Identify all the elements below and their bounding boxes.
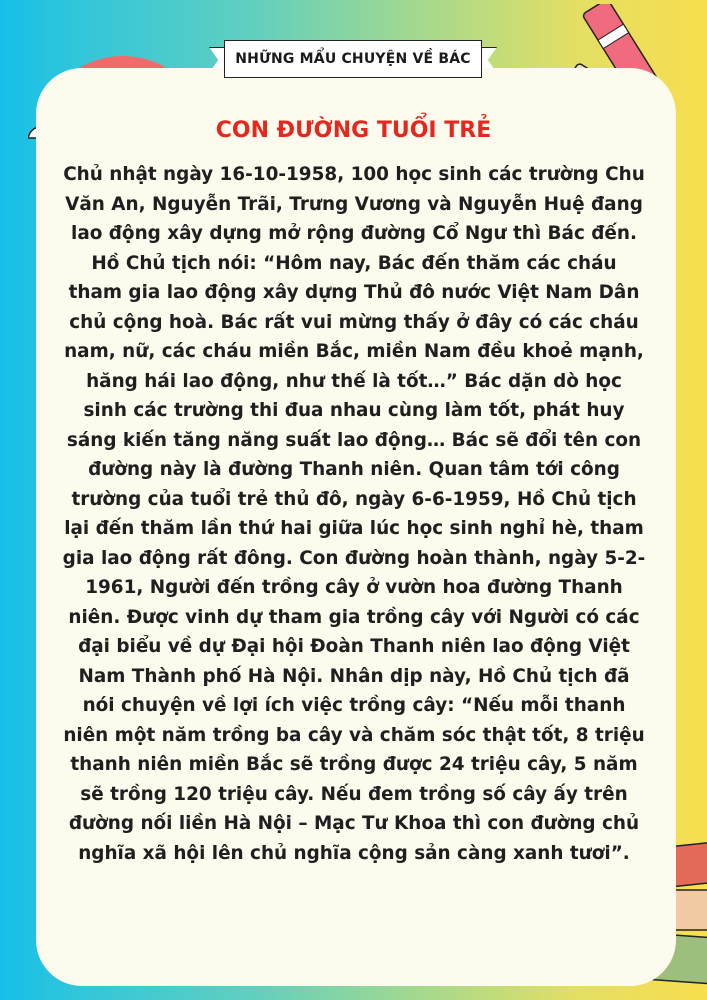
article-title: CON ĐƯỜNG TUỔI TRẺ (215, 118, 492, 143)
article-body: Chủ nhật ngày 16-10-1958, 100 học sinh các trường Chu Văn An, Nguyễn Trãi, Trưng Vương và Nguyễn Huệ đang lao động xây dựng mở rộng đường Cổ Ngư thì Bác đến. Hồ Chủ tịch nói: “Hôm nay, Bác đến thăm các cháu tham gia lao động xây dựng Thủ đô nước Việt Nam Dân chủ cộng hoà. Bác rất vui mừng thấy ở đây có các cháu nam, nữ, các cháu miền Bắc, miền Nam đều khoẻ mạnh, hăng hái lao động, như thế là tốt…” Bác dặn dò học sinh các trường thi đua nhau cùng làm tốt, phát huy sáng kiến tăng năng suất lao động… Bác sẽ đổi tên con đường này là đường Thanh niên. Quan tâm tới công trường của tuổi trẻ thủ đô, ngày 6-6-1959, Hồ Chủ tịch lại đến thăm lần thứ hai giữa lúc học sinh nghỉ hè, tham gia lao động rất đông. Con đường hoàn thành, ngày 5-2-1961, Người đến trồng cây ở vườn hoa đường Thanh niên. Được vinh dự tham gia trồng cây với Người có các đại biểu về dự Đại hội Đoàn Thanh niên lao động Việt Nam Thành phố Hà Nội. Nhân dịp này, Hồ Chủ tịch đã nói chuyện về lợi ích việc trồng cây: “Nếu mỗi thanh niên một năm trồng ba cây và chăm sóc thật tốt, 8 triệu thanh niên miền Bắc sẽ trồng được 24 triệu cây, 5 năm sẽ trồng 120 triệu cây. Nếu đem trồng số cây ấy trên đường nối liền Hà Nội – Mạc Tư Khoa thì con đường chủ nghĩa xã hội lên chủ nghĩa cộng sản càng xanh tươi”. (62, 164, 646, 864)
series-banner (224, 40, 482, 78)
series-label: NHỮNG MẨU CHUYỆN VỀ BÁC (235, 51, 471, 67)
